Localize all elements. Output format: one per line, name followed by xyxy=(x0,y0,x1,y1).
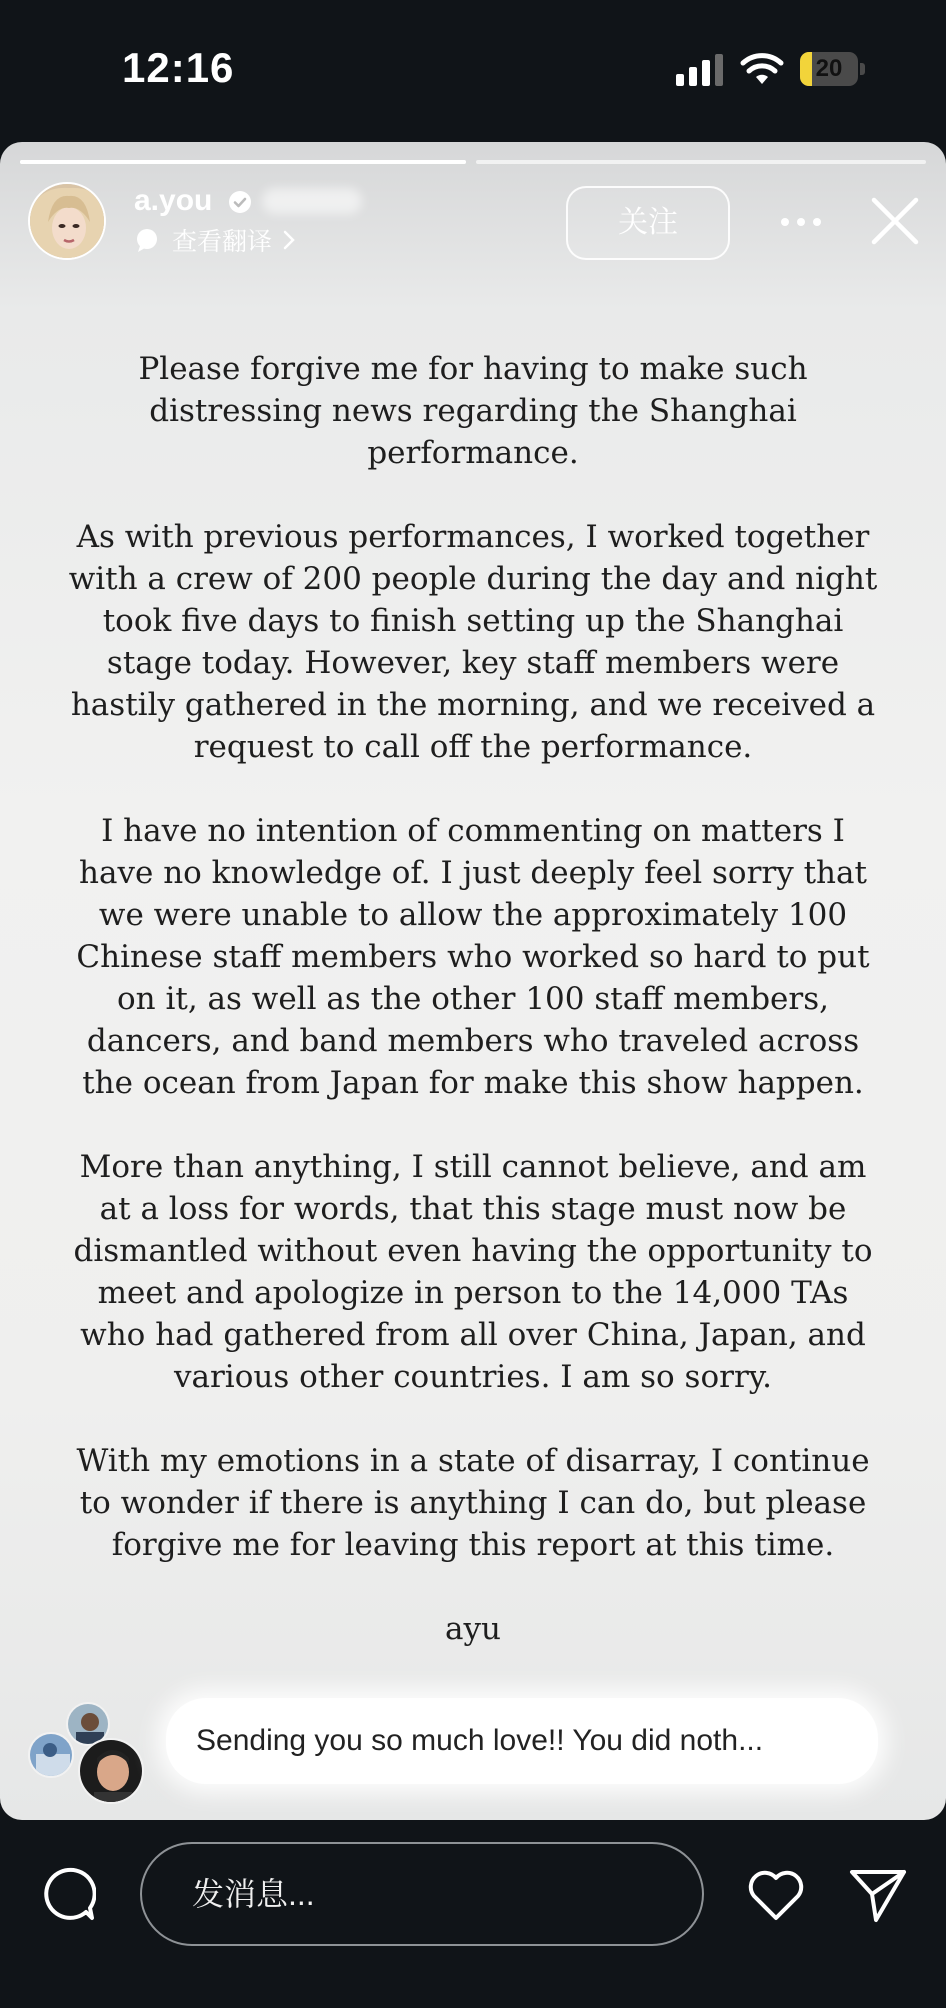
verified-badge-icon xyxy=(228,190,252,214)
story-progress-segment-1 xyxy=(20,160,466,164)
translate-link[interactable] xyxy=(134,224,296,256)
comment-preview[interactable] xyxy=(166,1698,878,1784)
heart-icon[interactable] xyxy=(746,1866,806,1922)
username[interactable]: a.you xyxy=(134,184,213,217)
story-card[interactable] xyxy=(0,142,946,1820)
commenter-avatar xyxy=(28,1732,74,1778)
message-paragraph: More than anything, I still cannot believe, and am at a loss for words, that this stage must now be dismantled without even having the opportunity to meet and apologize in person to the 14,000 TAs who had gathered from all over China, Japan, and various other countries. I am so sorry. xyxy=(73,1149,873,1395)
message-paragraph: Please forgive me for having to make such distressing news regarding the Shanghai performance. xyxy=(138,351,808,471)
story-progress-fill-1 xyxy=(20,160,466,164)
chevron-right-icon xyxy=(282,229,296,251)
commenter-avatar xyxy=(78,1738,144,1804)
message-paragraph: With my emotions in a state of disarray, I continue to wonder if there is anything I can do, but please forgive me for leaving this report at this time. xyxy=(76,1443,870,1563)
more-options-icon[interactable] xyxy=(778,212,824,232)
wifi-icon xyxy=(740,50,784,86)
bottom-bar xyxy=(0,1820,946,2008)
message-paragraph: I have no intention of commenting on matters I have no knowledge of. I just deeply feel sorry that we were unable to allow the approximately 100 Chinese staff members who worked so hard to put on it, as well as the other 100 staff members, dancers, and band members who traveled across the ocean from Japan for make this show happen. xyxy=(76,813,870,1101)
message-input[interactable] xyxy=(140,1842,704,1946)
story-progress-segment-2 xyxy=(476,160,926,164)
signature: ayu xyxy=(445,1611,501,1647)
close-icon[interactable] xyxy=(868,194,922,248)
send-icon[interactable] xyxy=(848,1864,908,1924)
comment-text: Sending you so much love!! You did noth... xyxy=(196,1724,764,1757)
commenter-avatars[interactable] xyxy=(28,1702,148,1802)
cellular-signal-icon xyxy=(676,54,724,86)
message-paragraph: As with previous performances, I worked together with a crew of 200 people during the day and night took five days to finish setting up the Shanghai stage today. However, key staff members were hastily gathered in the morning, and we received a request to call off the performance. xyxy=(68,519,878,765)
avatar[interactable] xyxy=(28,182,106,260)
translate-label: 查看翻译 xyxy=(172,228,273,256)
message-input-placeholder: 发消息... xyxy=(192,1876,315,1912)
status-bar xyxy=(0,0,946,140)
story-message xyxy=(62,348,884,1692)
status-time: 12:16 xyxy=(122,44,235,91)
battery-level: 20 xyxy=(815,55,843,82)
translate-icon xyxy=(134,227,160,253)
chat-icon[interactable] xyxy=(40,1866,96,1922)
blurred-subtitle xyxy=(262,188,362,214)
battery-indicator xyxy=(800,52,866,86)
follow-button[interactable]: 关注 xyxy=(566,186,730,260)
